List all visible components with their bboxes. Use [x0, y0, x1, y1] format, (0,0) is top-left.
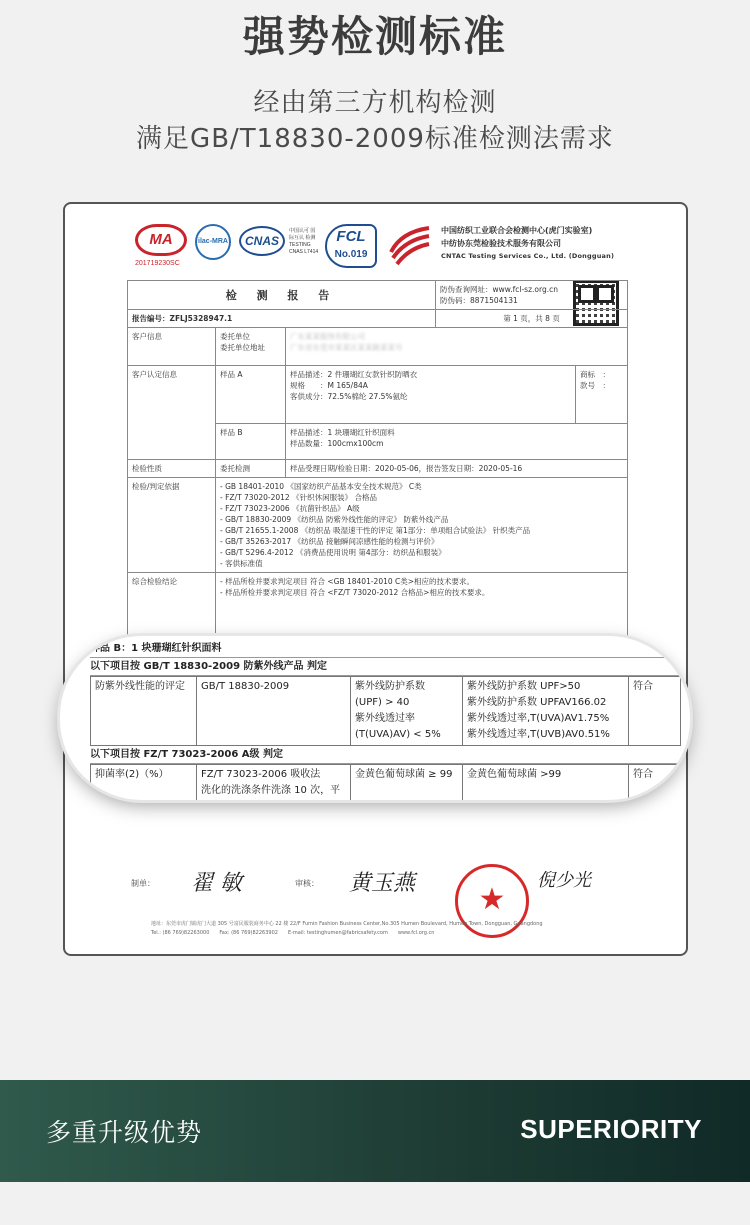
cma-code: 201719230SC [135, 260, 180, 267]
sample-b-label: 样品 B [216, 424, 286, 460]
report-footer [151, 920, 631, 938]
page-title: 强势检测标准 [242, 12, 507, 61]
antibac-requirement: 金黄色葡萄球菌 ≥ 99 [351, 765, 463, 801]
basis-label: 检验/判定依据 [128, 478, 216, 573]
conclusion-item: - 样品所检并要求判定项目 符合 <FZ/T 73020-2012 合格品>相应的技术要求。 [220, 588, 490, 597]
antibac-item: 抑菌率(2)（%） [91, 765, 197, 801]
anti-fake-url: 防伪查询网址：www.fcl-sz.org.cn [440, 285, 558, 294]
test-type-value: 委托检测 [216, 460, 286, 478]
conclusion-label: 综合检验结论 [128, 573, 216, 773]
test-dates: 样品受理日期/检验日期：2020-05-06，报告签发日期：2020-05-16 [286, 460, 628, 478]
sample-b-details [286, 424, 628, 460]
banner-left-text: 多重升级优势 [46, 1118, 203, 1147]
client-labels [216, 328, 286, 366]
antibac-verdict: 符合 [629, 765, 681, 801]
ilac-mra-logo: ilac-MRA [195, 224, 231, 260]
bottom-strip [0, 1182, 750, 1225]
basis-item: - GB/T 18830-2009 《纺织品 防紫外线性能的评定》 防紫外线产品 [220, 515, 449, 524]
official-seal-icon: ★ [455, 864, 529, 938]
client-unit-value: 广东某某服饰有限公司 [290, 332, 365, 341]
anti-fake-code: 防伪码：8871504131 [440, 296, 518, 305]
org-name-cn: 中国纺织工业联合会检测中心(虎门实验室) [441, 226, 593, 235]
sample-b-desc: 样品描述：1 块珊瑚红针织面料 [290, 428, 395, 437]
uv-req-3: 紫外线透过率 [355, 713, 415, 724]
basis-item: - GB/T 21655.1-2008 《纺织品 吸湿速干性的评定 第1部分：单项组合试验法》 针织类产品 [220, 526, 531, 535]
basis-list [216, 478, 628, 573]
basis-item: - FZ/T 73020-2012 《针织休闲服装》 合格品 [220, 493, 377, 502]
footer-contact: Tel.: (86 769)82263000 Fax: (86 769)82263902 E-mail: testinghumen@fabricsafety.com www.fcl.org.cn [151, 930, 435, 936]
anti-fake-info [436, 281, 628, 310]
sample-a-desc: 样品描述：2 件珊瑚红女款针织防晒衣 [290, 370, 418, 379]
org-name-en: CNTAC Testing Services Co., Ltd. (Dongguan) [441, 252, 615, 260]
brand-style [576, 366, 628, 424]
prepared-label: 制单： [131, 879, 155, 888]
lens-results-table [90, 676, 681, 746]
antibac-method-1: FZ/T 73023-2006 吸收法 [201, 769, 321, 780]
basis-item: - GB/T 5296.4-2012 《消费品使用说明 第4部分：纺织品和服装》 [220, 548, 446, 557]
fcl-logo-text: FCL [336, 228, 366, 245]
signature-row [127, 864, 647, 904]
basis-item: - 客供标准值 [220, 559, 263, 568]
lens-judge-row-2: 以下项目按 FZ/T 73023-2006 A级 判定 [90, 746, 680, 764]
subtitle-line-2: 满足GB/T18830-2009标准检测法需求 [136, 124, 614, 154]
sample-b-qty: 样品数量：100cmx100cm [290, 439, 384, 448]
fcl-logo [325, 224, 377, 268]
antibac-method [197, 765, 351, 801]
brand-label: 商标 ： [580, 370, 611, 379]
antibac-method-2: 洗化的洗涤条件洗涤 10 次，平 [201, 785, 341, 796]
basis-item: - GB/T 35263-2017 《纺织品 接触瞬间凉感性能的检测与评价》 [220, 537, 439, 546]
uv-result-1: 紫外线防护系数 UPF>50 [467, 681, 581, 692]
test-type-label: 检验性质 [128, 460, 216, 478]
uv-result-4: 紫外线透过率,T(UVB)AV0.51% [467, 729, 610, 740]
uv-result-3: 紫外线透过率,T(UVA)AV1.75% [467, 713, 610, 724]
antibac-result: 金黄色葡萄球菌 >99 [463, 765, 629, 801]
uv-result-2: 紫外线防护系数 UPFAV166.02 [467, 697, 607, 708]
uv-req-1: 紫外线防护系数 [355, 681, 425, 692]
sample-a-details [286, 366, 576, 424]
client-info-label: 客户信息 [128, 328, 216, 366]
basis-item: - FZ/T 73023-2006 《抗菌针织品》 A级 [220, 504, 360, 513]
footer-address: 地址：东莞市虎门镇虎门大道 305 号富民服装商务中心 22 楼 22/F Fumin Fashion Business Center,No.305 Humen Boulevard, Humen Town, Dongguan, Guangdong [151, 921, 543, 927]
lens-results-table-2 [90, 764, 681, 800]
page-info: 第 1 页，共 8 页 [436, 310, 628, 328]
basis-item: - GB 18401-2010 《国家纺织产品基本安全技术规范》 C类 [220, 482, 422, 491]
magnified-results [60, 636, 690, 800]
uv-req-4: (T(UVA)AV) < 5% [355, 729, 441, 740]
reviewed-label: 审核： [295, 879, 319, 888]
cntac-wave-icon [387, 222, 433, 266]
lens-sample-row: 样品 B：1 块珊瑚红针织面料 [90, 640, 680, 658]
sample-a-spec: 规格 ：M 165/84A [290, 381, 368, 390]
uv-method: GB/T 18830-2009 [197, 677, 351, 746]
uv-verdict: 符合 [629, 677, 681, 746]
client-unit-label: 委托单位 [220, 332, 250, 341]
banner-right-text: SUPERIORITY [520, 1114, 702, 1144]
cma-logo: MA [135, 224, 187, 256]
conclusion-item: - 样品所检并要求判定项目 符合 <GB 18401-2010 C类>相应的技术要求。 [220, 577, 475, 586]
cnas-logo: CNAS [239, 226, 285, 256]
approved-signature: 倪少光 [537, 870, 591, 891]
reviewed-signature: 黄玉燕 [349, 871, 416, 896]
lens-judge-row-1: 以下项目按 GB/T 18830-2009 防紫外线产品 判定 [90, 658, 680, 676]
bottom-banner [0, 1080, 750, 1182]
uv-item: 防紫外线性能的评定 [91, 677, 197, 746]
client-values [286, 328, 628, 366]
cnas-caption: 中国认可 国际互认 检测 TESTING CNAS L7414 [289, 228, 319, 255]
sample-a-comp: 客供成分：72.5%棉纶 27.5%氨纶 [290, 392, 408, 401]
test-report-image [63, 202, 688, 956]
prepared-signature: 翟 敏 [191, 871, 242, 896]
org-name-cn-2: 中纺协东莞检验技术服务有限公司 [441, 239, 561, 248]
style-label: 款号 ： [580, 381, 611, 390]
report-title: 检 测 报 告 [128, 281, 436, 310]
client-addr-value: 广东省东莞市某某区某某路某某号 [290, 343, 403, 352]
report-number: 报告编号：ZFLJ5328947.1 [128, 310, 436, 328]
uv-req-2: (UPF) > 40 [355, 697, 410, 708]
uv-result [463, 677, 629, 746]
client-addr-label: 委托单位地址 [220, 343, 265, 352]
subtitle-line-1: 经由第三方机构检测 [253, 88, 497, 118]
fcl-logo-number: No.019 [334, 249, 368, 260]
sample-a-label: 样品 A [216, 366, 286, 424]
testing-org-name [441, 224, 688, 263]
sample-info-label: 客户认定信息 [128, 366, 216, 460]
uv-requirement [351, 677, 463, 746]
